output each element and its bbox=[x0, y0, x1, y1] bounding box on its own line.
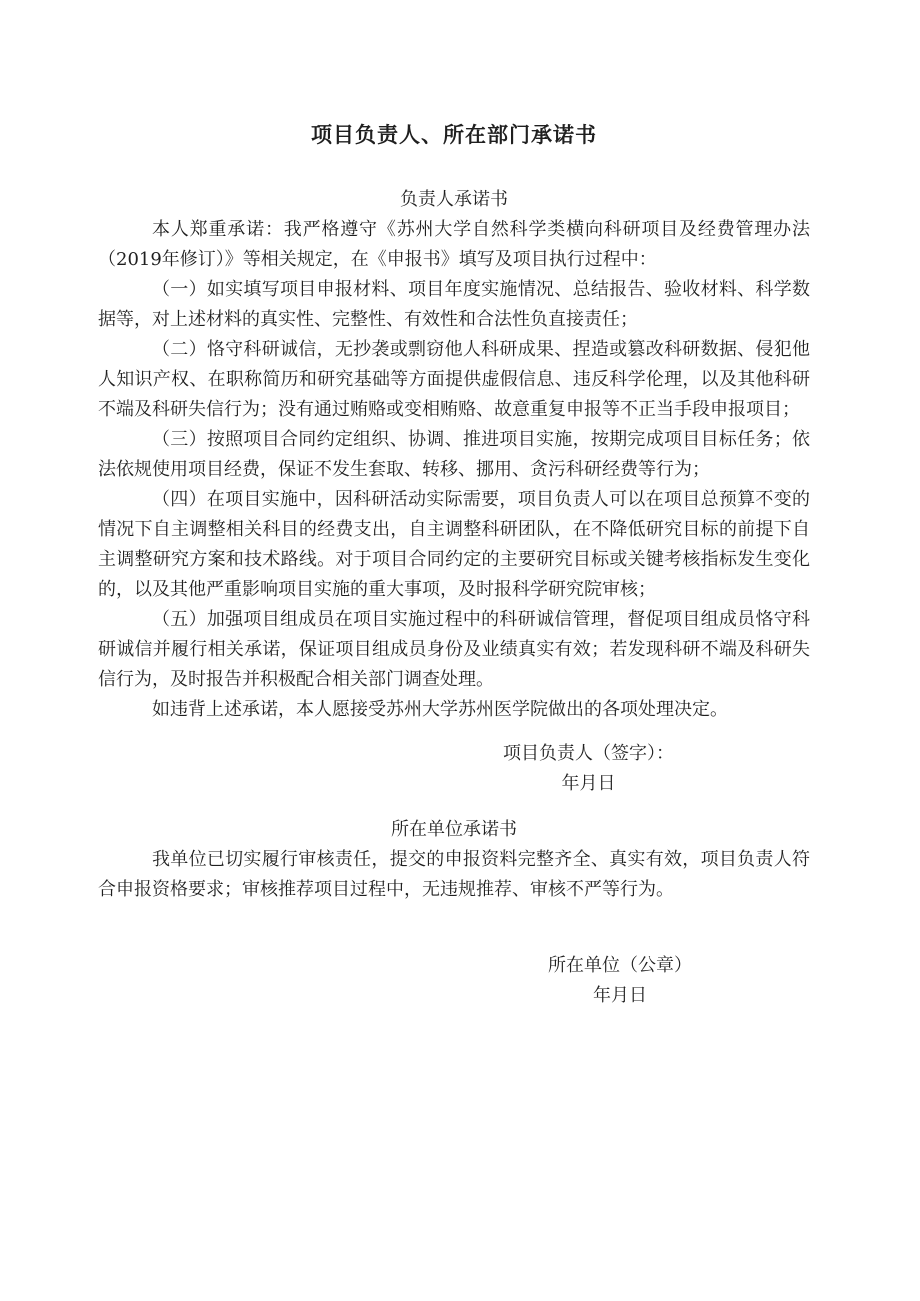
unit-signature-date: 年月日 bbox=[593, 985, 647, 1006]
clause-3-paragraph: （三）按照项目合同约定组织、协调、推进项目实施，按期完成项目目标任务；依法依规使用项目经费，保证不发生套取、转移、挪用、贪污科研经费等行为； bbox=[98, 429, 810, 480]
leader-signature-date: 年月日 bbox=[561, 773, 616, 794]
signature-block-unit bbox=[548, 951, 692, 1011]
clause-1-paragraph: （一）如实填写项目申报材料、项目年度实施情况、总结报告、验收材料、科学数据等，对上述材料的真实性、完整性、有效性和合法性负直接责任； bbox=[98, 279, 810, 330]
clause-4-paragraph: （四）在项目实施中，因科研活动实际需要，项目负责人可以在项目总预算不变的情况下自主调整相关科目的经费支出，自主调整科研团队，在不降低研究目标的前提下自主调整研究方案和技术路线。对于项目合同约定的主要研究目标或关键考核指标发生变化的，以及其他严重影响项目实施的重大事项，及时报科学研究院审核； bbox=[98, 489, 810, 600]
unit-commitment-paragraph: 我单位已切实履行审核责任，提交的申报资料完整齐全、真实有效，项目负责人符合申报资格要求；审核推荐项目过程中，无违规推荐、审核不严等行为。 bbox=[98, 849, 810, 900]
intro-paragraph: 本人郑重承诺：我严格遵守《苏州大学自然科学类横向科研项目及经费管理办法（2019年修订）》等相关规定，在《申报书》填写及项目执行过程中： bbox=[98, 219, 810, 270]
document-title: 项目负责人、所在部门承诺书 bbox=[311, 122, 597, 147]
clause-2-paragraph: （二）恪守科研诚信，无抄袭或剽窃他人科研成果、捏造或篡改科研数据、侵犯他人知识产权、在职称简历和研究基础等方面提供虚假信息、违反科学伦理，以及其他科研不端及科研失信行为；没有通过贿赂或变相贿赂、故意重复申报等不正当手段申报项目； bbox=[98, 339, 810, 420]
signature-block-leader bbox=[503, 739, 674, 799]
leader-signature-label: 项目负责人（签字）： bbox=[503, 743, 674, 764]
section-title-unit-commitment: 所在单位承诺书 bbox=[391, 819, 517, 840]
unit-seal-label: 所在单位（公章） bbox=[548, 955, 692, 976]
section-title-leader-commitment: 负责人承诺书 bbox=[400, 189, 508, 210]
clause-5-paragraph: （五）加强项目组成员在项目实施过程中的科研诚信管理，督促项目组成员恪守科研诚信并履行相关承诺，保证项目组成员身份及业绩真实有效；若发现科研不端及科研失信行为，及时报告并积极配合相关部门调查处理。 bbox=[98, 609, 810, 690]
closing-statement-paragraph: 如违背上述承诺，本人愿接受苏州大学苏州医学院做出的各项处理决定。 bbox=[152, 699, 728, 720]
